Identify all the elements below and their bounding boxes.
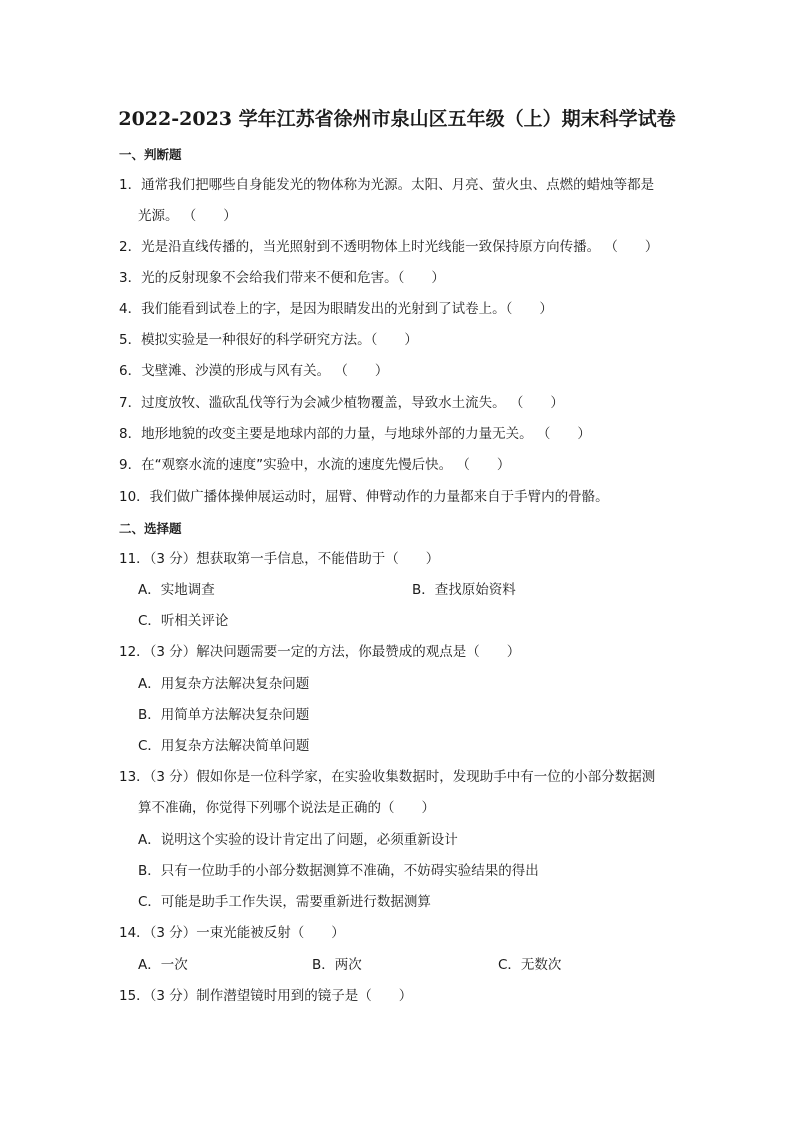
- question-12-option-c: C．用复杂方法解决简单问题: [138, 738, 310, 754]
- question-5: 5．模拟实验是一种很好的科学研究方法。（ ）: [119, 332, 418, 348]
- question-9: 9．在“观察水流的速度”实验中，水流的速度先慢后快。 （ ）: [119, 457, 511, 473]
- question-1-line2: 光源。 （ ）: [138, 208, 237, 224]
- section-heading-judge: 一、判断题: [119, 147, 182, 162]
- question-2: 2．光是沿直线传播的，当光照射到不透明物体上时光线能一致保持原方向传播。 （ ）: [119, 239, 659, 255]
- question-14-option-b: B．两次: [312, 957, 362, 973]
- question-10: 10．我们做广播体操伸展运动时，屈臂、伸臂动作的力量都来自于手臂内的骨骼。: [119, 489, 609, 505]
- question-14-option-c: C．无数次: [498, 957, 562, 973]
- question-12-stem: 12．（3 分）解决问题需要一定的方法，你最赞成的观点是（ ）: [119, 644, 521, 660]
- question-13-option-b: B．只有一位助手的小部分数据测算不准确，不妨碍实验结果的得出: [138, 863, 539, 879]
- question-11-stem: 11．（3 分）想获取第一手信息，不能借助于（ ）: [119, 551, 440, 567]
- question-4: 4．我们能看到试卷上的字，是因为眼睛发出的光射到了试卷上。（ ）: [119, 301, 553, 317]
- question-11-option-b: B．查找原始资料: [412, 582, 516, 598]
- question-13-stem-line2: 算不准确，你觉得下列哪个说法是正确的（ ）: [138, 800, 435, 816]
- question-12-option-b: B．用简单方法解决复杂问题: [138, 707, 310, 723]
- page-title: 2022-2023 学年江苏省徐州市泉山区五年级（上）期末科学试卷: [118, 108, 676, 130]
- question-14-option-a: A．一次: [138, 957, 188, 973]
- question-15-stem: 15．（3 分）制作潜望镜时用到的镜子是（ ）: [119, 988, 413, 1004]
- question-13-stem: 13．（3 分）假如你是一位科学家，在实验收集数据时，发现助手中有一位的小部分数据测: [119, 769, 656, 785]
- question-12-option-a: A．用复杂方法解决复杂问题: [138, 676, 310, 692]
- question-11-option-a: A．实地调查: [138, 582, 215, 598]
- question-13-option-c: C．可能是助手工作失误，需要重新进行数据测算: [138, 894, 431, 910]
- question-1-line1: 1．通常我们把哪些自身能发光的物体称为光源。太阳、月亮、萤火虫、点燃的蜡烛等都是: [119, 177, 655, 193]
- question-7: 7．过度放牧、滥砍乱伐等行为会减少植物覆盖，导致水土流失。 （ ）: [119, 395, 564, 411]
- question-13-option-a: A．说明这个实验的设计肯定出了问题，必须重新设计: [138, 832, 458, 848]
- question-6: 6．戈壁滩、沙漠的形成与风有关。 （ ）: [119, 363, 389, 379]
- question-11-option-c: C．听相关评论: [138, 613, 229, 629]
- question-14-stem: 14．（3 分）一束光能被反射（ ）: [119, 925, 345, 941]
- question-3: 3．光的反射现象不会给我们带来不便和危害。（ ）: [119, 270, 445, 286]
- section-heading-choice: 二、选择题: [119, 521, 182, 536]
- question-8: 8．地形地貌的改变主要是地球内部的力量，与地球外部的力量无关。 （ ）: [119, 426, 591, 442]
